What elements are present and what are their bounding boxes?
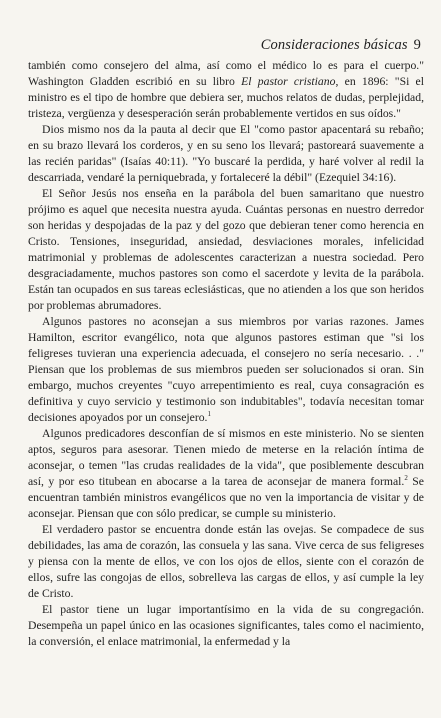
paragraph-text: Dios mismo nos da la pauta al decir que El "como pastor apacentará su rebaño; en su brazo llevará los corderos, y en su seno los llevará; pastoreará suavemente a las recién paridas" (Isaías 40:11). "Yo buscaré la perdida, y haré volver al redil la descarriada, vendaré la perniquebrada, y fortaleceré la débil" (Ezequiel 34:16). — [28, 123, 424, 184]
paragraph-6 — [28, 522, 424, 602]
paragraph-4 — [28, 314, 424, 426]
paragraph-2 — [28, 122, 424, 186]
running-header — [261, 37, 421, 54]
body-text — [28, 58, 424, 650]
paragraph-text: El pastor tiene un lugar importantísimo en la vida de su congregación. Desempeña un papel único en las ocasiones significantes, tales como el nacimiento, la conversión, el enlace matrimonial, la enfermedad y la — [28, 603, 424, 648]
paragraph-text: El Señor Jesús nos enseña en la parábola del buen samaritano que nuestro prójimo es aquel que necesita nuestra ayuda. Cuántas personas en nuestro derredor son heridas y despojadas de la paz y del gozo que debieran tener como herencia en Cristo. Tensiones, inseguridad, ansiedad, desviaciones morales, infelicidad matrimonial y problemas de adolescentes caracterizan a nuestra sociedad. Pero desgraciadamente, muchos pastores son como el sacerdote y levita de la parábola. Están tan ocupados en sus tareas eclesiásticas, que no atienden a los que son heridos por problemas abrumadores. — [28, 187, 424, 312]
paragraph-text: , en 1896: "Si el ministro es el tipo de hombre que debiera ser, muchos relatos de dudas, perplejidad, tristeza, vergüenza y desesperación serán probablemente vertidos en sus oídos." — [28, 75, 424, 120]
paragraph-text: Se encuentran también ministros evangélicos que no ven la importancia de visitar y de aconsejar. Piensan que con sólo predicar, se cumple su ministerio. — [28, 475, 424, 520]
paragraph-5 — [28, 426, 424, 522]
page-number: 9 — [413, 37, 421, 53]
footnote-marker: 2 — [404, 474, 408, 483]
paragraph-text: El verdadero pastor se encuentra donde están las ovejas. Se compadece de sus debilidades, las ama de corazón, las consuela y las sana. Vive cerca de sus feligreses y piensa con la mente de ellos, ve con los ojos de ellos, siente con el corazón de ellos, sufre las congojas de ellos, sobrelleva las cargas de ellos, y así cumple la ley de Cristo. — [28, 523, 424, 600]
paragraph-3 — [28, 186, 424, 314]
paragraph-text: Algunos predicadores desconfían de sí mismos en este ministerio. No se sienten aptos, seguros para asesorar. Tienen miedo de meterse en la relación íntima de aconsejar, o temen "las crudas realidades de la vida", que posiblemente descubran así, y por eso titubean en abocarse a la tarea de aconsejar de manera formal. — [28, 427, 424, 488]
running-header-title: Consideraciones básicas — [260, 37, 408, 53]
paragraph-text: también como consejero del alma, así como el médico lo es para el cuerpo." Washington Gladden escribió en su libro — [28, 59, 424, 88]
paragraph-text: Algunos pastores no aconsejan a sus miembros por varias razones. James Hamilton, escritor evangélico, nota que algunos pastores estiman que "si los feligreses tuvieran una experiencia adecuada, el consejero no sería necesario. . ." Piensan que los problemas de sus miembros pueden ser solucionados si oran. Sin embargo, muchos creyentes "cuyo arrepentimiento es real, cuya consagración es definitiva y cuyo servicio y testimonio son indubitables", todavía necesitan tomar decisiones apoyados por un consejero. — [28, 315, 424, 424]
paragraph-1 — [28, 58, 424, 122]
book-title: El pastor cristiano — [241, 75, 336, 88]
paragraph-7 — [28, 602, 424, 650]
footnote-marker: 1 — [207, 410, 211, 419]
